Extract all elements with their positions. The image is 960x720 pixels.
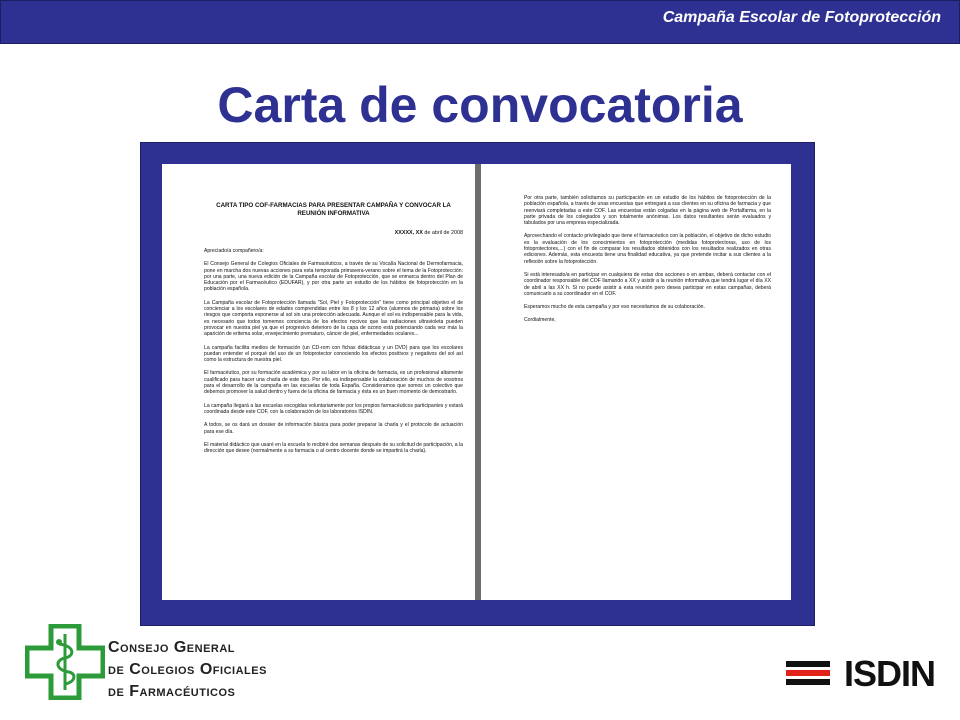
letter-date	[204, 230, 463, 236]
letter-paragraph: Si está interesado/a en participar en cualquiera de estas dos acciones o en ambas, deberá contactar con el coordinador responsable del COF llamando a XX y asistir a la reunión informativa que tendrá lugar el día XX de abril a las XX h. Si no puede asistir a esta reunión pero desea participar en estas campañas, deberá comunicarlo a su coordinador en el COF.	[524, 271, 771, 297]
letter-heading: CARTA TIPO COF-FARMACIAS PARA PRESENTAR CAMPAÑA Y CONVOCAR LA REUNIÓN INFORMATIVA	[216, 202, 451, 217]
isdin-stripes-icon	[786, 655, 830, 691]
letter-paragraph: A todos, se os dará un dossier de información básica para poder preparar la charla y el protocolo de actuación para ese día.	[204, 422, 463, 435]
letter-paragraph: Esperamos mucho de esta campaña y por eso necesitamos de su colaboración.	[524, 304, 705, 311]
letter-paragraph: Por otra parte, también solicitamos su participación en un estudio de los hábitos de fotoprotección de la población española, a través de unas encuestas que entregará a sus clientes en su oficina de farmacia y que reenviará completadas a este COF. Las encuestas están colgadas en la página web de Portalfarma, en la parte privada de los colegiados y son totalmente anónimas. Los datos resultantes serán evaluados y tabulados por una empresa especializada.	[524, 195, 771, 227]
slide-title: Carta de convocatoria	[217, 77, 743, 133]
letter-paragraph: El Consejo General de Colegios Oficiales de Farmacéuticos, a través de su Vocalía Nacional de Dermofarmacia, pone en marcha dos nuevas acciones para esta temporada primavera-verano sobre el tema de la Fotoprotección: por una parte, una nueva edición de la Campaña escolar de Fotoprotección, que se enmarca dentro del Plan de Educación por el Farmacéutico (EDUFAR), y por otra parte un estudio de los hábitos de fotoprotección en la población española.	[204, 261, 463, 293]
letter-page-1	[162, 164, 475, 600]
isdin-wordmark: ISDIN	[844, 653, 936, 694]
document-preview-frame	[140, 142, 815, 626]
letter-closing: Cordialmente,	[524, 317, 556, 324]
letter-paragraph: El farmacéutico, por su formación académica y por su labor en la oficina de farmacia, es un profesional altamente cualificado para hacer una charla de este tipo. Por ello, es indispensable la colaboración de muchos de vosotros para el desarrollo de la campaña en las escuelas de toda España. Consideramos que somos un colectivo que debemos promover la salud dentro y fuera de la oficina de farmacia y ésta es un buen momento de demostrarlo.	[204, 370, 463, 396]
letter-page-2	[481, 164, 791, 600]
letter-date-rest: de abril de 2008	[422, 230, 463, 236]
cof-line: de Colegios Oficiales	[108, 661, 267, 678]
letter-paragraph: El material didáctico que usaré en la escuela lo recibiré dos semanas después de su solicitud de participación, a la dirección que desee (normalmente a su farmacia o al centro docente donde se impartirá la charla).	[204, 441, 463, 455]
letter-greeting: Apreciado/a compañero/a:	[204, 248, 264, 254]
letter-paragraph: La campaña llegará a las escuelas escogidas voluntariamente por los propios farmacéuticos participantes y estará coordinada desde este COF, con la colaboración de los laboratorios ISDIN.	[204, 402, 463, 415]
cof-organization-name	[108, 637, 267, 703]
letter-paragraph: Aprovechando el contacto privilegiado que tiene el farmacéutico con la población, el objetivo de dicho estudio es la evaluación de los conocimientos en fotoprotección (medidas fotoprotectoras, uso de los fotoprotectores,...) con el fin de comparar los resultados obtenidos con los resultados realizados en otras ediciones. Además, esta encuesta tiene una finalidad educativa, ya que pretende incitar a sus clientes a la reflexión sobre la fotoprotección.	[524, 233, 771, 265]
letter-paragraph: La Campaña escolar de Fotoprotección llamada "Sol, Piel y Fotoprotección" tiene como principal objetivo el de concienciar a los escolares de edades comprendidas entre los 8 y los 12 años (alumnos de primaria) sobre los riesgos que comporta exponerse al sol sin una protección adecuada. Aunque el sol es indispensable para la vida, es necesario que todos tomemos conciencia de los efectos nocivos que las radiaciones ultravioleta pueden provocar en nuestra piel ya que el progresivo deterioro de la capa de ozono está potenciando cada vez más la aparición de eritema solar, envejecimiento prematuro, cáncer de piel, enfermedades oculares...	[204, 299, 463, 338]
header-bar	[0, 0, 960, 44]
letter-date-place: XXXXX, XX	[394, 230, 423, 236]
campaign-title: Campaña Escolar de Fotoprotección	[662, 9, 941, 26]
isdin-logo	[786, 655, 938, 695]
cof-line: Consejo General	[108, 639, 236, 656]
cof-line: de Farmacéuticos	[108, 683, 236, 700]
cof-cross-logo-icon	[25, 624, 105, 700]
letter-paragraph: La campaña facilita medios de formación (un CD-rom con fichas didácticas y un DVD) para que los escolares puedan entender el porqué del uso de un fotoprotector conociendo los efectos positivos y negativos del sol así como la estructura de nuestra piel.	[204, 344, 463, 364]
